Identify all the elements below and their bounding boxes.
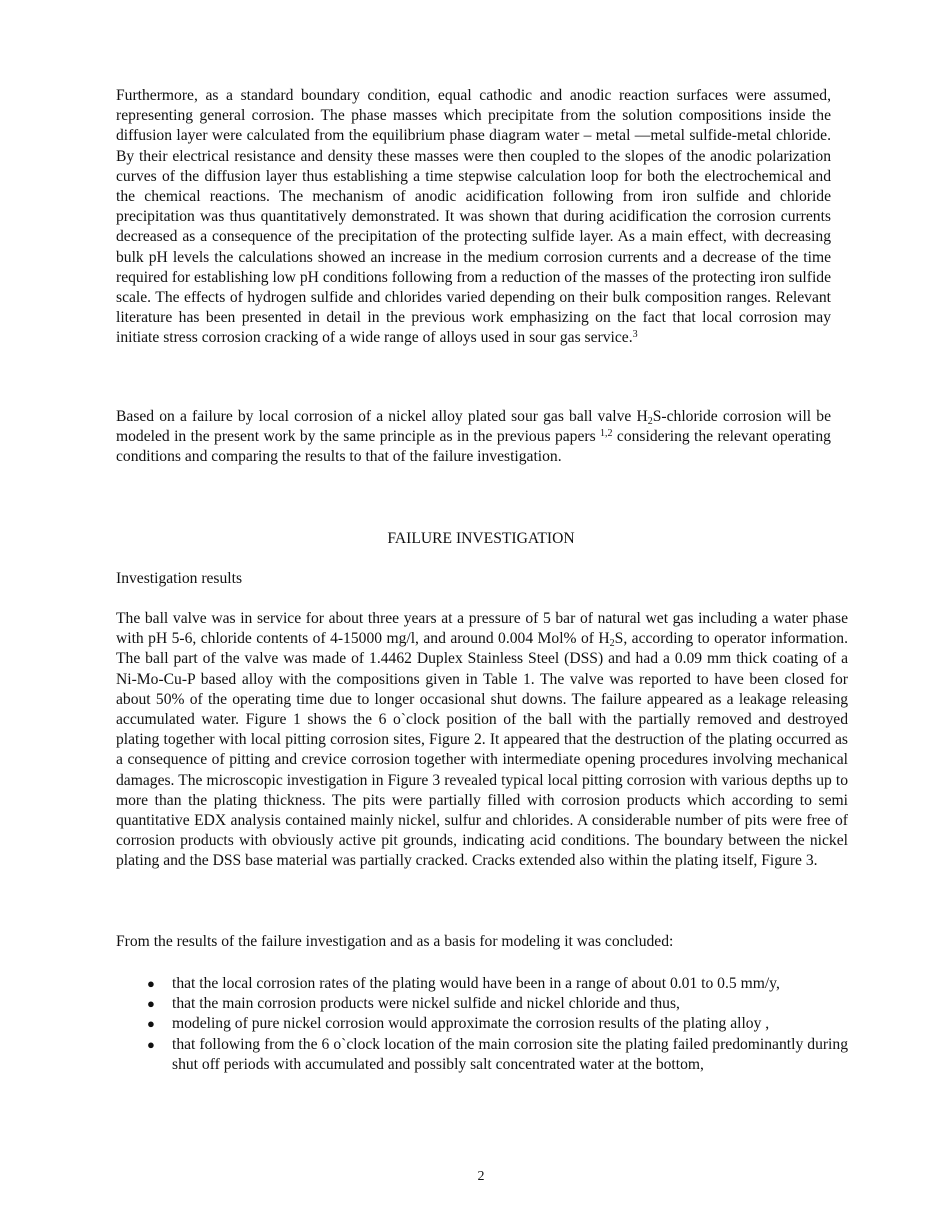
subsection-heading: Investigation results [116,570,243,587]
bullet-icon: ● [147,1016,155,1032]
paragraph-failure-model: Based on a failure by local corrosion of a nickel alloy plated sour gas ball valve $H_2S$-chloride corrosion will be modeled in the present work by the same principle as in the previous papers $^{1,2}$ considering the relevant operating conditions and comparing the results to that of the failure investigation. [116,408,831,466]
bullet-icon: ● [147,996,155,1012]
paragraph-investigation: The ball valve was in service for about three years at a pressure of 5 bar of natural wet gas including a water phase with pH 5-6, chloride contents of 4-15000 mg/l, and around 0.004 Mol% of $H_2S$, according to operator information. The ball part of the valve was made of 1.4462 Duplex Stainless Steel (DSS) and had a 0.09 mm thick coating of a Ni-Mo-Cu-P based alloy with the compositions given in Table 1. The valve was reported to have been closed for about 50% of the operating time due to longer occasional shut downs. The failure appeared as a leakage releasing accumulated water. Figure 1 shows the 6 o`clock position of the ball with the partially removed and destroyed plating together with local pitting corrosion sites, Figure 2. It appeared that the destruction of the plating occurred as a consequence of pitting and crevice corrosion together with intermediate opening procedures involving mechanical damages. The microscopic investigation in Figure 3 revealed typical local pitting corrosion with various depths up to more than the plating thickness. The pits were partially filled with corrosion products which according to semi quantitative EDX analysis contained mainly nickel, sulfur and chlorides. A considerable number of pits were free of corrosion products with obviously active pit grounds, indicating acid conditions. The boundary between the nickel plating and the DSS base material was partially cracked. Cracks extended also within the plating itself, Figure 3. [116,610,849,870]
page-number: 2 [477,1169,485,1184]
paragraph-conclusions-intro: From the results of the failure investigation and as a basis for modeling it was concluded: [116,933,674,950]
bullet-icon: ● [147,1036,155,1052]
list-item: ● that the local corrosion rates of the plating would have been in a range of about 0.01 to 0.5 mm/y, [116,974,848,994]
section-heading: FAILURE INVESTIGATION [387,530,575,547]
paragraph-intro: Furthermore, as a standard boundary condition, equal cathodic and anodic reaction surfaces were assumed, representing general corrosion. The phase masses which precipitate from the solution compositions inside the diffusion layer were calculated from the equilibrium phase diagram water – metal —metal sulfide-metal chloride. By their electrical resistance and density these masses were then coupled to the slopes of the anodic polarization curves of the diffusion layer thus establishing a time stepwise calculation loop for both the electrochemical and the chemical reactions. The mechanism of anodic acidification following from iron sulfide and chloride precipitation was thus quantitatively demonstrated. It was shown that during acidification the corrosion currents decreased as a consequence of the precipitation of the protecting sulfide layer. As a main effect, with decreasing bulk pH levels the calculations showed an increase in the medium corrosion currents and a decrease of the time required for establishing low pH conditions following from a reduction of the masses of the protecting iron sulfide scale. The effects of hydrogen sulfide and chlorides varied depending on their bulk composition ranges. Relevant literature has been presented in detail in the previous work emphasizing on the fact that local corrosion may initiate stress corrosion cracking of a wide range of alloys used in sour gas service.$^3$ [116,87,831,347]
citation-1-2: 1,2 [600,428,613,440]
list-item: ● that following from the 6 o`clock location of the main corrosion site the plating failed predominantly during shut off periods with accumulated and possibly salt concentrated water at the bottom, [147,1035,848,1073]
bullet-icon: ● [147,976,155,991]
citation-3: 3 [632,329,638,341]
list-item: ● modeling of pure nickel corrosion would approximate the corrosion results of the plating alloy , [116,1014,848,1034]
conclusions-list [116,974,848,1075]
list-item: ● that the main corrosion products were nickel sulfide and nickel chloride and thus, [116,994,848,1014]
